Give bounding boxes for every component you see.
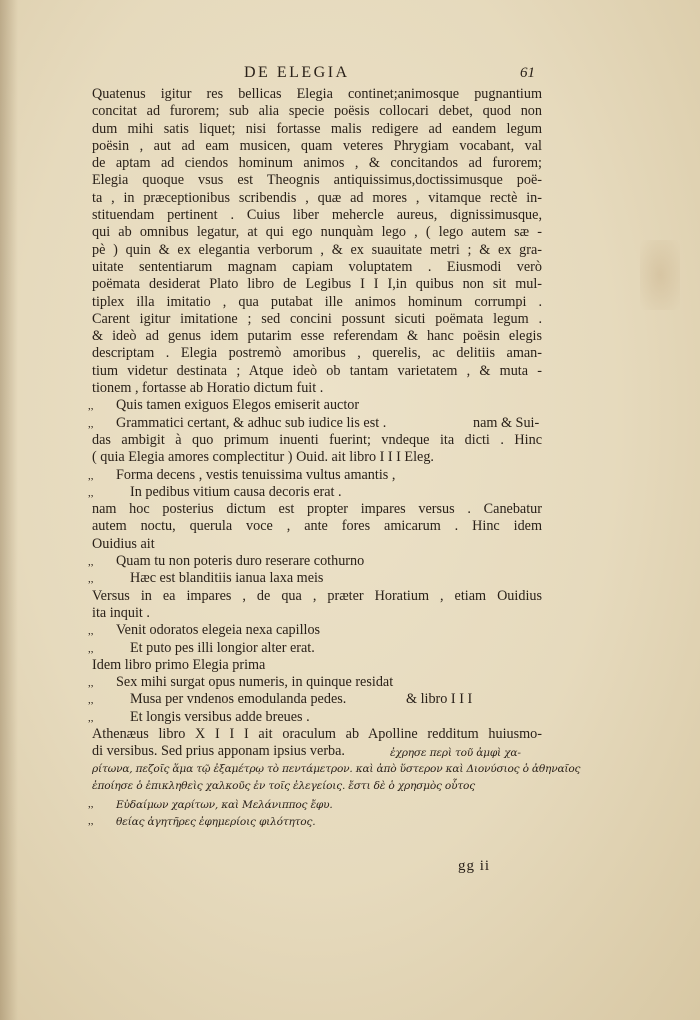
text-line: qui ab omnibus legatur, at qui ego nunquàm lego , ( lego autem sæ - (92, 224, 542, 241)
verse-mark: ,, (88, 573, 94, 586)
verse-text: Musa per vndenos emodulanda pedes. (130, 691, 347, 708)
verse-mark: ,, (88, 711, 94, 724)
text-line: uitate sententiarum magnam capiam voluptatem . Eiusmodi verò (92, 258, 542, 275)
verse-mark: ,, (88, 400, 94, 413)
text-line (92, 743, 542, 760)
text-line: ta , in præceptionibus scribendis , quæ ad mores , vitamque rectè in- (92, 189, 542, 206)
text-line: & ideò ad genus idem putarim esse referendam & hanc poësin elegis (92, 328, 542, 345)
verse-line (88, 622, 542, 639)
verse-mark: ,, (88, 815, 94, 828)
text-line: stituendam pertinent . Cuius liber mehercle aureus, dignissimusque, (92, 207, 542, 224)
verse-mark: ,, (88, 798, 94, 811)
verse-text: Quam tu non poteris duro reserare cothurno (116, 553, 365, 570)
text-line: poësin , aut ad eam musicen, quam veteres Phrygiam vocabant, val (92, 137, 542, 154)
verse-mark: ,, (88, 469, 94, 482)
running-head (0, 64, 700, 84)
main-text (88, 86, 581, 830)
text-line: tium videtur destinata ; Atque ideò ob tantam varietatem , & muta - (92, 362, 542, 379)
text-line: tionem , fortasse ab Horatio dictum fuit . (92, 380, 324, 397)
text-line: pè ) quin & ex elegantia verborum , & ex suauitate metri ; & ex gra- (92, 241, 542, 258)
verse-line (88, 397, 542, 414)
verse-line (88, 415, 542, 432)
text-line: Athenæus libro X I I I ait oraculum ab Apolline redditum huiusmo- (92, 725, 542, 742)
greek-line: ρίτωνα, πεζοῖς ἅμα τῷ ἐξαμέτρῳ τὸ πεντάμετρον. καὶ ἀπὸ ὕστερον καὶ Διονύσιος ὁ ἀθηναῖος (92, 762, 581, 775)
verse-line (88, 640, 542, 657)
verse-tail: & libro I I I (406, 691, 473, 708)
verse-line (88, 812, 542, 829)
text-line: concitat ad furorem; sub alia specie poësis collocari debet, quod non (92, 103, 542, 120)
text-line: Versus in ea impares , de qua , præter Horatium , etiam Ouidius (92, 587, 542, 604)
signature-mark: gg ii (458, 858, 491, 874)
verse-mark: ,, (88, 625, 94, 638)
verse-line (88, 484, 542, 501)
text-line: Idem libro primo Elegia prima (92, 656, 266, 673)
verse-mark: ,, (88, 417, 94, 430)
verse-text: Et longis versibus adde breues . (130, 708, 310, 725)
text-line: poëmata desiderat Plato libro de Legibus I I I,in quibus non sit mul- (92, 276, 542, 293)
paper-stain (640, 240, 680, 310)
greek-line: ἐποίησε ὁ ἐπικληθεὶς χαλκοῦς ἐν τοῖς ἐλεγείοις. ἔστι δὲ ὁ χρησμὸς οὗτος (92, 779, 475, 792)
verse-mark: ,, (88, 694, 94, 707)
verse-line (88, 570, 542, 587)
page-number: 61 (520, 65, 535, 81)
verse-text: In pedibus vitium causa decoris erat . (130, 483, 342, 500)
verse-line (88, 691, 542, 708)
text-line: dum mihi satis liquet; nisi fortasse malis redigere ad eandem legum (92, 120, 542, 137)
verse-text: Forma decens , vestis tenuissima vultus amantis , (116, 466, 396, 483)
verse-text: Hæc est blanditiis ianua laxa meis (130, 570, 324, 587)
text-segment: di versibus. Sed prius apponam ipsius verba. (92, 743, 345, 760)
text-line: nam hoc posterius dictum est propter impares versus . Canebatur (92, 501, 542, 518)
verse-text: Grammatici certant, & adhuc sub iudice lis est . (116, 414, 387, 431)
verse-line (88, 467, 542, 484)
verse-text: Sex mihi surgat opus numeris, in quinque residat (116, 674, 394, 691)
page-title: DE ELEGIA (244, 64, 350, 81)
verse-text: Et puto pes illi longior alter erat. (130, 639, 315, 656)
text-line: tiplex illa imitatio , qua putabat ille animos hominum corrumpi . (92, 293, 542, 310)
verse-line (88, 795, 542, 812)
verse-mark: ,, (88, 486, 94, 499)
verse-mark: ,, (88, 677, 94, 690)
verse-line (88, 709, 542, 726)
greek-verse: θείας ἀγητῆρες ἐφημερίοις φιλότητος. (116, 816, 316, 829)
text-line: Elegia quoque vsus est Theognis antiquissimus,doctissimusque poë- (92, 172, 542, 189)
text-line: Carent igitur imitatione ; sed concini possunt sicuti poëmata legum . (92, 310, 542, 327)
verse-text: Quis tamen exiguos Elegos emiserit auctor (116, 397, 360, 414)
greek-text: ἐχρησε περὶ τοῦ ἀμφὶ χα- (390, 747, 521, 760)
verse-tail: nam & Sui- (473, 414, 540, 431)
text-line: ( quia Elegia amores complectitur ) Ouid. ait libro I I I Eleg. (92, 449, 434, 466)
verse-text: Venit odoratos elegeia nexa capillos (116, 622, 321, 639)
text-line: descriptam . Elegia postremò amoribus , querelis, ac delitiis aman- (92, 345, 542, 362)
text-line: de aptam ad ciendos hominum animos , & concitandos ad furorem; (92, 155, 542, 172)
verse-mark: ,, (88, 556, 94, 569)
text-line: Quatenus igitur res bellicas Elegia continet;animosque pugnantium (92, 86, 542, 102)
greek-verse: Εὐδαίμων χαρίτων, καὶ Μελάνιππος ἔφυ. (116, 799, 333, 812)
verse-line (88, 553, 542, 570)
text-line: das ambigit à quo primum inuenti fuerint; vndeque ita dicti . Hinc (92, 431, 542, 448)
verse-line (88, 674, 542, 691)
verse-mark: ,, (88, 642, 94, 655)
text-line: autem noctu, querula voce , ante fores amicarum . Hinc idem (92, 518, 542, 535)
text-line: Ouidius ait (92, 535, 155, 552)
binding-shadow (0, 0, 18, 1020)
text-line: ita inquit . (92, 604, 150, 621)
